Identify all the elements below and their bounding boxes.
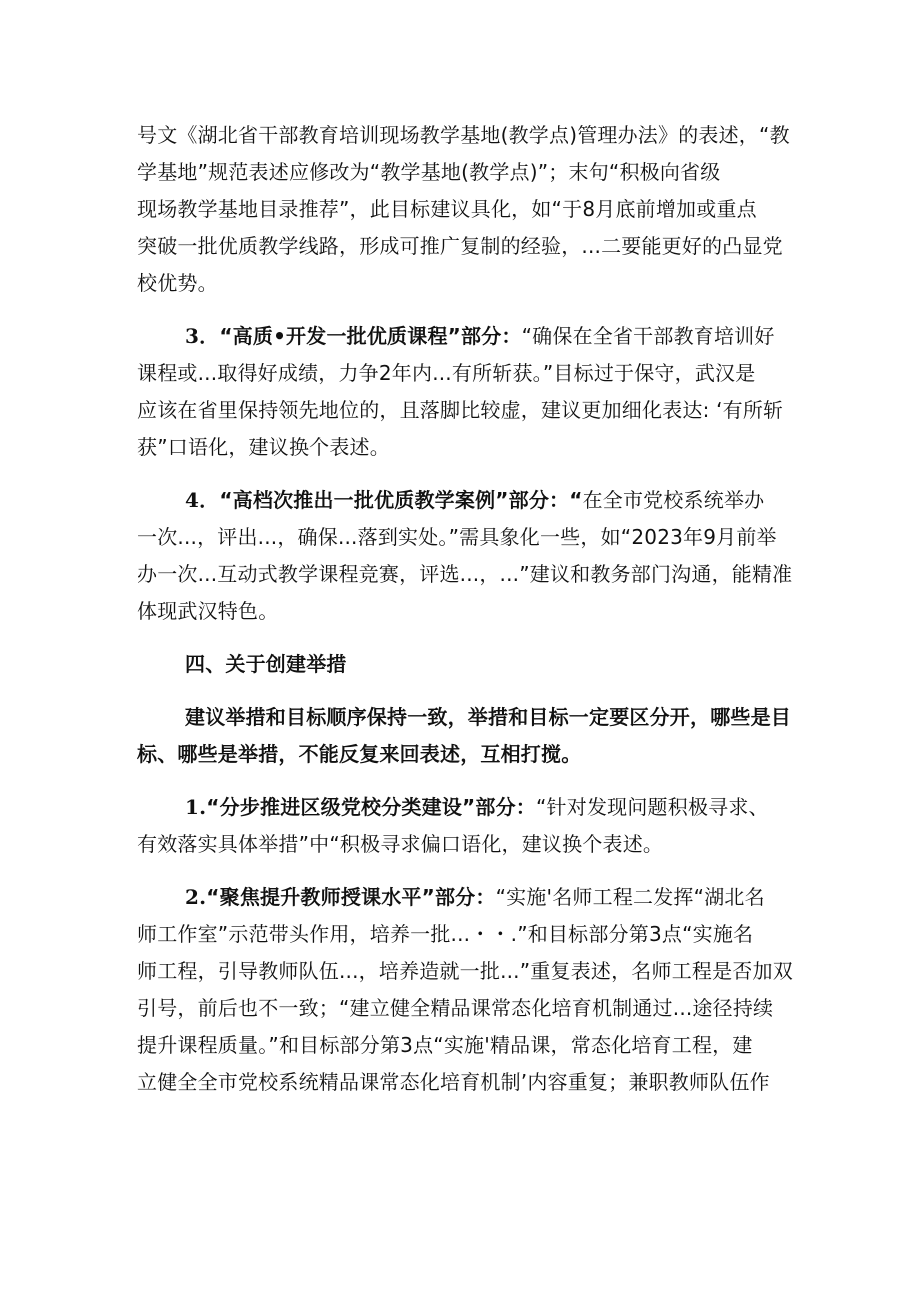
paragraph [137, 646, 787, 683]
paragraph-gap [137, 773, 787, 789]
text-run: 现场教学基地目录推荐”，此目标建议具化，如“于8月底前增加或重点 [137, 197, 757, 221]
text-line [137, 879, 787, 916]
text-line [137, 117, 790, 154]
text-run: 有效落实具体举措”中“积极寻求偏口语化，建议换个表述。 [137, 832, 664, 856]
text-line [137, 593, 787, 630]
text-run: 师工作室”示范带头作用，培养一批...・・.”和目标部分第3点“实施名 [137, 922, 754, 946]
text-line [137, 1027, 787, 1064]
text-line [137, 789, 787, 826]
text-run: 号文《湖北省干部教育培训现场教学基地(教学点)管理办法》的表述，“教 [137, 123, 790, 147]
paragraph [137, 482, 793, 630]
bold-text-run: 标、哪些是举措，不能反复来回表述，互相打搅。 [137, 742, 582, 766]
bold-text-run: “分步推进区级党校分类建设”部分： [206, 795, 536, 819]
text-line [137, 736, 787, 773]
text-line [137, 355, 787, 392]
text-line [137, 228, 787, 265]
text-run: 立健全全市党校系统精品课常态化培育机制’内容重复；兼职教师队伍作 [137, 1070, 770, 1094]
item-number: 1. [185, 795, 207, 819]
text-line [137, 191, 787, 228]
item-number: 3． [185, 324, 220, 348]
text-line [137, 482, 787, 519]
text-line [137, 318, 787, 355]
text-run: 体现武汉特色。 [137, 599, 279, 623]
paragraph [137, 879, 793, 1101]
text-run: 课程或...取得好成绩，力争2年内...有所斩获。”目标过于保守，武汉是 [137, 361, 756, 385]
paragraph [137, 789, 787, 863]
text-run: 办一次...互动式教学课程竞赛，评选...，...”建议和教务部门沟通，能精准 [137, 562, 793, 586]
text-run: “确保在全省干部教育培训好 [521, 324, 775, 348]
text-run: “实施'名师工程二发挥“湖北名 [495, 885, 765, 909]
text-line [137, 556, 793, 593]
text-line [137, 1064, 787, 1101]
item-number: 4． [185, 488, 220, 512]
paragraph [137, 117, 790, 302]
text-line [137, 519, 787, 556]
paragraph [137, 318, 787, 466]
paragraph [137, 699, 791, 773]
paragraph-gap [137, 466, 787, 482]
text-run: 引号，前后也不一致；“建立健全精品课常态化培育机制通过...途径持续 [137, 996, 774, 1020]
text-line [137, 392, 787, 429]
text-run: “针对发现问题积极寻求、 [535, 795, 769, 819]
paragraph-gap [137, 683, 787, 699]
text-line [137, 646, 787, 683]
text-line [137, 953, 793, 990]
text-run: 一次...，评出...，确保...落到实处。”需具象化一些，如“2023年9月前举 [137, 525, 777, 549]
paragraph-gap [137, 863, 787, 879]
paragraph-gap [137, 302, 787, 318]
document-body [137, 117, 793, 1101]
text-run: 师工程，引导教师队伍...，培养造就一批...”重复表述，名师工程是否加双 [137, 959, 793, 983]
text-run: 应该在省里保持领先地位的，且落脚比较虚，建议更加细化表达: ‘有所斩 [137, 398, 784, 422]
text-run: 突破一批优质教学线路，形成可推广复制的经验，...二要能更好的凸显党 [137, 234, 783, 258]
text-run: 校优势。 [137, 271, 218, 295]
text-line [137, 699, 791, 736]
text-run: 学基地”规范表述应修改为“教学基地(教学点)”；末句“积极向省级 [137, 160, 721, 184]
text-run: 获”口语化，建议换个表述。 [137, 435, 390, 459]
bold-text-run: “聚焦提升教师授课水平”部分： [206, 885, 496, 909]
paragraph-gap [137, 630, 787, 646]
text-line [137, 265, 787, 302]
text-run: 在全市党校系统举办 [582, 488, 765, 512]
bold-text-run: 建议举措和目标顺序保持一致，举措和目标一定要区分开，哪些是目 [185, 705, 791, 729]
text-run: 提升课程质量。”和目标部分第3点“实施'精品课，常态化培育工程，建 [137, 1033, 753, 1057]
text-line [137, 826, 787, 863]
bold-text-run: “高质•开发一批优质课程”部分： [219, 324, 522, 348]
text-line [137, 990, 787, 1027]
bold-text-run: 四、关于创建举措 [185, 652, 347, 676]
text-line [137, 916, 787, 953]
item-number: 2. [185, 885, 207, 909]
bold-text-run: “高档次推出一批优质教学案例”部分：“ [219, 488, 583, 512]
text-line [137, 154, 787, 191]
text-line [137, 429, 787, 466]
